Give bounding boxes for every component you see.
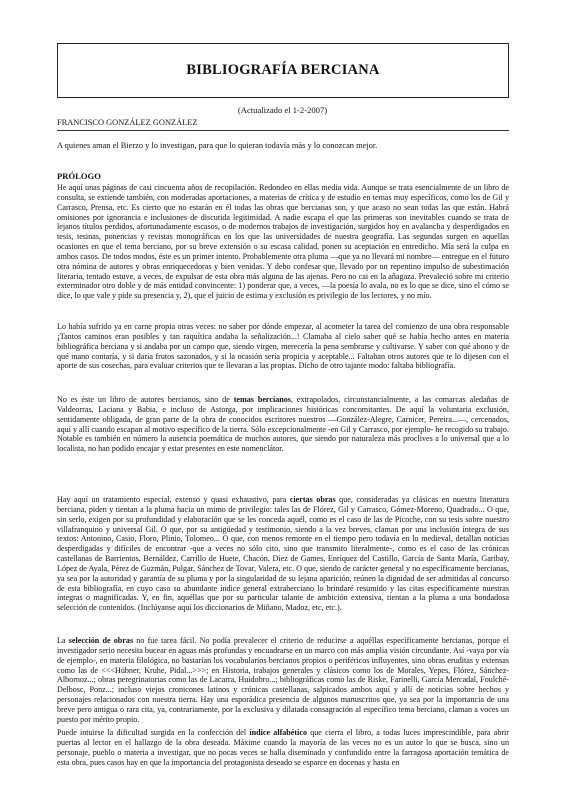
update-date: (Actualizado el 1-2-2007) <box>237 105 328 115</box>
paragraph-5 <box>57 636 509 725</box>
author-divider <box>57 130 509 131</box>
title-box <box>57 43 509 98</box>
paragraph-3-text-start: No es éste un libro de autores bercianos, sino de <box>57 395 234 404</box>
section-heading: PRÓLOGO <box>57 171 101 181</box>
dedication: A quienes aman el Bierzo y lo investigan, para que lo quieran todavía más y lo conozcan mejor. <box>57 141 378 150</box>
paragraph-4-text-end: que, consideradas ya clásicas en nuestra literatura berciana, piden y tientan a la pluma hacia un mimo de privilegio: tales las de Flórez, Gil y Carrasco, Gómez-Moreno, Quadrado... O que, sin serlo, exigen por su profundidad y elaboración que se les conceda aquél, como es el caso de las de Picoche, con su tesis sobre nuestro villafranquino y universal Gil. O que, por su antigüedad y testimonio, siendo a la vez breves, claman por una inclusión íntegra de sus textos: Antonino, Casio, Floro, Plinio, Tolomeo... O que, con menos remonte en el tiempo pero todavía en lo medieval, detallan noticias desperdigadas y difíciles de encontrar -que a veces no sólo cito, sino que transmito literalmente-, como es el caso de las crónicas castellanas de Barrientos, Bernáldez, Carrillo de Huete, Chacón, Díez de Games, Enríquez del Castillo, García de Santa María, Garibay, López de Ayala, Pérez de Guzmán, Pulgar, Sánchez de Tovar, Valera, etc. O que, siendo de carácter general y no específicamente bercianas, ya sea por la autoridad y garantía de su pluma y por la singularidad de su lejana aparición, reúnen la dignidad de ser admitidas al concurso de esta bibliografía, en cuyo caso su abundante índice general extraberciano lo brindaré resumido y las citas específicamente nuestras íntegras o magnificadas. Y, en fin, aquéllas que por su particular talante de ambición extensiva, tientan a la pluma a una bondadosa selección de contenidos. (Inclúyanse aquí los diccionarios de Miñano, Madoz, etc, etc.). <box>57 495 509 613</box>
paragraph-1 <box>57 183 509 301</box>
bold-term-ciertas-obras: ciertas obras <box>289 495 336 504</box>
paragraph-3 <box>57 395 509 454</box>
bold-term-seleccion-de-obras: selección de obras <box>68 636 134 645</box>
paragraph-6 <box>57 728 509 767</box>
paragraph-4 <box>57 495 509 613</box>
paragraph-3-text-end: , extrapolados, circunstancialmente, a las comarcas aledañas de Valdeorras, Laciana y Babia, e incluso de Astorga, por implicaciones históricas concomitantes. De aquí la voluntaria exclusión, sentidamente obligada, de gran parte de la obra de conocidos escritores nuestros —González-Alegre, Carnicer, Pereira...—, cercenados, aquí y allí cuando escapan al motivo específico de la tierra. Sólo excepcionalmente -en Gil y Carrasco, por ejemplo- he recogido su trabajo. Notable es también en número la ausencia poemática de muchos autores, que siendo por naturaleza más proclives a lo universal que a lo localista, no han podido encajar y estar presentes en este nomenclátor. <box>57 395 509 454</box>
bold-term-temas-bercianos: temas bercianos <box>233 395 291 404</box>
paragraph-6-text-end: que cierra el libro, a todas luces imprescindible, para abrir puertas al lector en el hallazgo de la obra deseada. Máxime cuando la mayoría de las veces no es un autor lo que se busca, sino un personaje, pueblo o materia a investigar, que no pocas veces se halla diseminado y confundido entre la farragosa aportación temática de esta obra, pues casos hay en que la importancia del protagonista deseado se esparce en docenas y hasta en <box>57 728 509 767</box>
paragraph-4-text-start: Hay aquí un tratamiento especial, extenso y quasi exhaustivo, para <box>57 495 290 504</box>
paragraph-5-text-end: no fue tarea fácil. No podía prevalecer el criterio de reducirse a aquéllas específicamente bercianas, porque el investigador serio necesita bucear en aguas más profundas y encuadrarse en un marco con más amplia visión circundante. Así -vaya por vía de ejemplo-, en materia filológica, no bastarían los vocabularios bercianos propios o periféricos influyentes, sino obras eruditas y extensas como las de <<<Hübner, Kruhe, Pidal...>>>; en Historia, trabajos generales y clásicos como los de Morales, Yepes, Flórez, Sánchez-Albornoz...; obras peregrinatorias como las de Lacarra, Huidobro...; bibliográficas como las de Riske, Farinelli, García Mercadal, Foulché-Delbosc, Ponz...; incluso viejos cronicones latinos y crónicas castellanas, salpicados ambos aquí y allí de noticias sobre hechos y personajes relacionados con nuestra tierra. Hay una esporádica presencia de algunos manuscritos que, ya sea por la importancia de una breve pero antigua o rara cita, ya, contrariamente, por la exclusiva y dilatada consagración al específico tema berciano, claman a voces un puesto por mérito propio. <box>57 636 510 724</box>
author-name: FRANCISCO GONZÁLEZ GONZÁLEZ <box>57 118 198 127</box>
paragraph-2-text: Lo había sufrido ya en carne propia otras veces: no saber por dónde empezar, al acometer la tarea del comienzo de una obra responsable ¡Tantos caminos eran posibles y tan raquítica andaba la señalización...! Clamaba al cielo saber qué se había hecho antes en materia bibliográfica berciana y si andaba por un campo que, siendo virgen, merecería la pena sembrarse y cultivarse. Y saber con qué abono y de qué mano contaría, y si daría frutos sazonados, y si la ocasión sería propicia y aceptable... Faltaban otros autores que te lo dijesen con el aporte de sus cosechas, para evaluar criterios que te llevaran a las propias. Dicho de otro tajante modo: faltaba bibliografía. <box>57 322 509 371</box>
paragraph-2 <box>57 322 509 371</box>
document-title: BIBLIOGRAFÍA BERCIANA <box>186 62 380 78</box>
bold-term-indice-alfabetico: índice alfabético <box>249 728 307 737</box>
paragraph-5-text-start: La <box>57 636 69 645</box>
paragraph-6-text-start: Puede intuirse la dificultad surgida en la confección del <box>57 728 250 737</box>
paragraph-1-text: He aquí unas páginas de casi cincuenta años de recopilación. Redondeo en ellas media vida. Aunque se trata esencialmente de un libro de consulta, se extiende también, con moderadas aportaciones, a materias de crítica y de estudio en temas muy específicos, como los de Gil y Carrasco, Prensa, etc. Es cierto que no estarán en él todas las obras que bercianas son, y que acaso no sean todas las que están. Habrá omisiones por ignorancia e inclusiones de discutida legitimidad. A nadie escapa el que las primeras son inevitables cuando se trata de lejanos títulos perdidos, afortunadamente escasos, o de modernos trabajos de investigación, surgidos hoy en avalancha y desperdigados en tesis, tesinas, ponencias y revistas monográficas en los que las universidades de nuestra geografía. Las segundas surgen en aquellas ocasiones en que el tema berciano, por su breve extensión o su escasa calidad, ponen su aceptación en entredicho. Mía será la culpa en ambos casos. De todos modos, éste es un primer intento. Probablemente otra pluma —que ya no llevará mi nombre— entregue en el futuro otra nómina de autores y obras enriquecedoras y bien venidas. Y debo confesar que, llevado por un repentino impulso de subestimación literaria, tentado estuve, a veces, de expulsar de esta obra más alguna de las ajenas. Pero no cai en la añagaza. Prevaleció sobre mi criterio exterminador otro doble y de más entidad convincente: 1) ponderar que, a veces, —la poesía lo avala, no es lo que se dice, sino el cómo se dice, lo que vale y pide su presencia y, 2), que el juicio de estima y exclusión es privilegio de los lectores, y no mío. <box>57 183 509 301</box>
